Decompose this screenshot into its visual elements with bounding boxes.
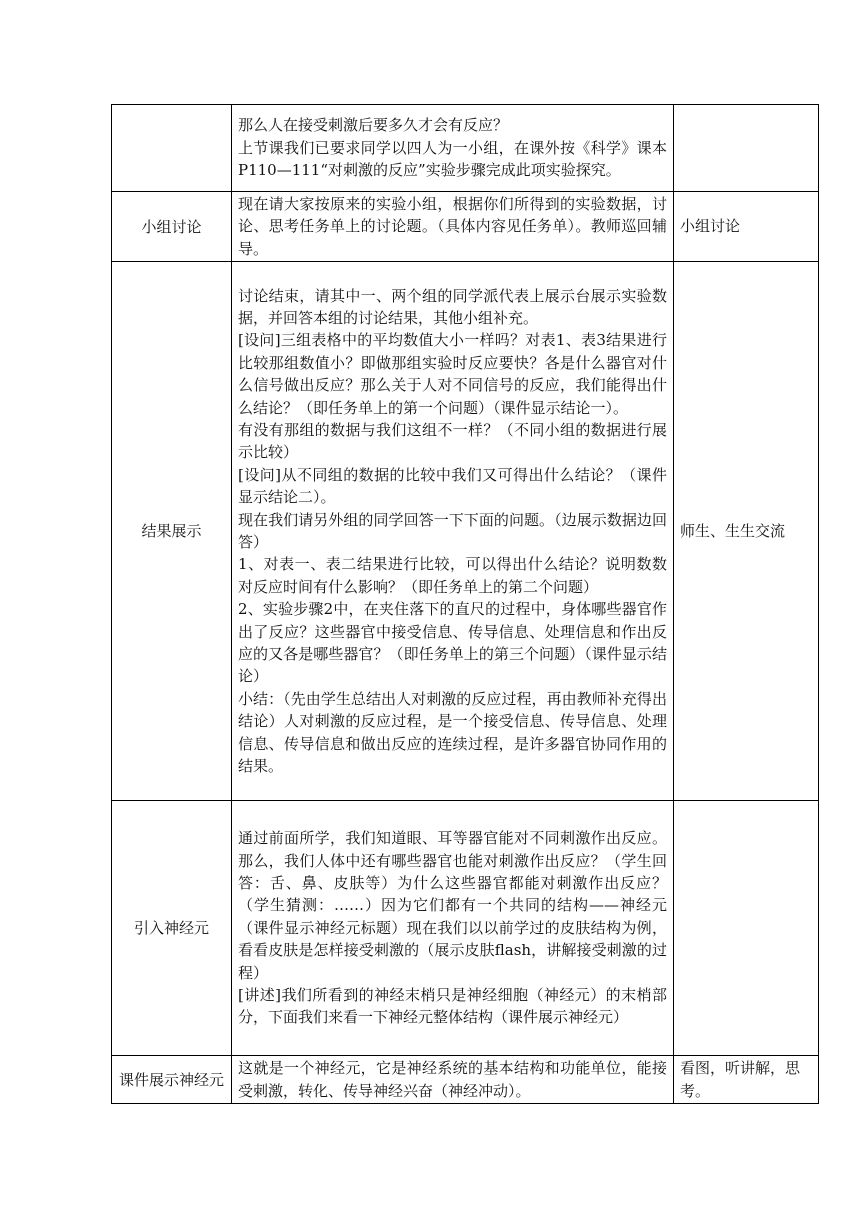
activity-cell: 师生、生生交流 <box>674 262 819 801</box>
lesson-plan-table <box>111 104 819 1104</box>
content-paragraph: 2、实验步骤2中，在夹住落下的直尺的过程中，身体哪些器官作出了反应？这些器官中接受信息、传导信息、处理信息和作出反应的又各是哪些器官？（即任务单上的第三个问题）（课件显示结论） <box>238 600 667 686</box>
content-paragraph: [讲述]我们所看到的神经末梢只是神经细胞（神经元）的末梢部分，下面我们来看一下神经元整体结构（课件展示神经元） <box>238 986 667 1027</box>
activity-cell <box>674 801 819 1056</box>
table-row <box>112 105 819 192</box>
table-row <box>112 801 819 1056</box>
content-paragraph: 1、对表一、表二结果进行比较，可以得出什么结论？说明数数对反应时间有什么影响？（即任务单上的第二个问题） <box>238 555 667 596</box>
activity-cell <box>674 105 819 192</box>
content-paragraph: 通过前面所学，我们知道眼、耳等器官能对不同刺激作出反应。那么，我们人体中还有哪些器官也能对刺激作出反应？（学生回答：舌、鼻、皮肤等）为什么这些器官都能对刺激作出反应？（学生猜测：……）因为它们都有一个共同的结构——神经元（课件显示神经元标题）现在我们以以前学过的皮肤结构为例，看看皮肤是怎样接受刺激的（展示皮肤flash，讲解接受刺激的过程） <box>238 829 667 982</box>
content-paragraph: 小结：（先由学生总结出人对刺激的反应过程，再由教师补充得出结论）人对刺激的反应过程，是一个接受信息、传导信息、处理信息、传导信息和做出反应的连续过程，是许多器官协同作用的结果。 <box>238 689 667 776</box>
activity-cell: 看图，听讲解，思考。 <box>674 1056 819 1104</box>
stage-cell: 引入神经元 <box>112 801 232 1056</box>
content-paragraph: 讨论结束，请其中一、两个组的同学派代表上展示台展示实验数据，并回答本组的讨论结果，其他小组补充。 <box>238 286 667 327</box>
stage-cell: 课件展示神经元 <box>112 1056 232 1104</box>
activity-cell: 小组讨论 <box>674 192 819 262</box>
stage-cell: 结果展示 <box>112 262 232 801</box>
content-paragraph: 现在请大家按原来的实验小组，根据你们所得到的实验数据，讨论、思考任务单上的讨论题。（具体内容见任务单）。教师巡回辅导。 <box>238 194 667 258</box>
content-paragraph: 现在我们请另外组的同学回答一下下面的问题。（边展示数据边回答） <box>238 510 667 551</box>
content-paragraph: [设问]三组表格中的平均数值大小一样吗？对表1、表3结果进行比较那组数值小？即做那组实验时反应要快？各是什么器官对什么信号做出反应？那么关于人对不同信号的反应，我们能得出什么结论？（即任务单上的第一个问题）（课件显示结论一）。 <box>238 331 667 417</box>
content-cell <box>232 1056 674 1104</box>
table-row <box>112 192 819 262</box>
content-paragraph: 这就是一个神经元，它是神经系统的基本结构和功能单位，能接受刺激，转化、传导神经兴奋（神经冲动）。 <box>238 1059 667 1100</box>
content-paragraph: [设问]从不同组的数据的比较中我们又可得出什么结论？（课件显示结论二）。 <box>238 465 667 507</box>
content-paragraph: 有没有那组的数据与我们这组不一样？（不同小组的数据进行展示比较） <box>238 420 667 462</box>
table-row <box>112 262 819 801</box>
table-row <box>112 1056 819 1104</box>
content-paragraph: 那么人在接受刺激后要多久才会有反应？ <box>238 116 509 135</box>
stage-cell: 小组讨论 <box>112 192 232 262</box>
content-paragraph: 上节课我们已要求同学以四人为一小组，在课外按《科学》课本P110—111“对刺激的反应”实验步骤完成此项实验探究。 <box>238 138 667 180</box>
content-cell <box>232 192 674 262</box>
content-cell <box>232 105 674 192</box>
content-cell <box>232 801 674 1056</box>
stage-cell <box>112 105 232 192</box>
content-cell <box>232 262 674 801</box>
